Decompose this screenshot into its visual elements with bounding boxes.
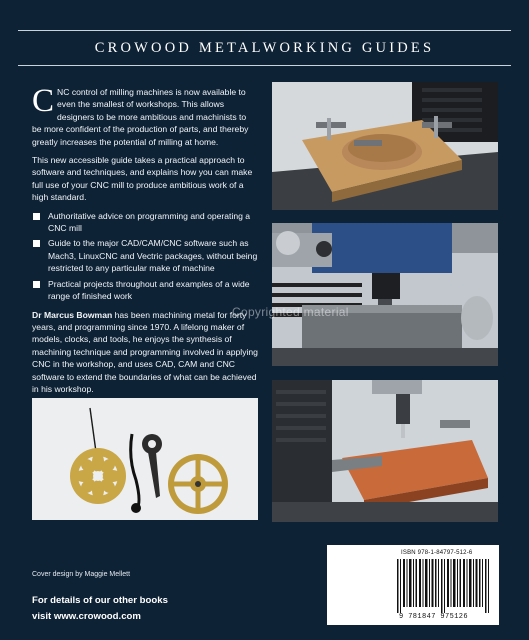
series-header [18,30,511,66]
clamped-workpiece-photo [272,82,498,210]
author-name: Dr Marcus Bowman [32,309,113,320]
cover-design-credit: Cover design by Maggie Mellett [32,571,131,578]
cutting-wood-block-photo [272,380,498,522]
details-line: For details of our other books [32,595,168,606]
blurb [32,83,258,401]
feature-item: Authoritative advice on programming and operating a CNC mill [32,210,258,235]
author-paragraph [32,309,258,396]
clock-parts-photo [32,398,258,520]
feature-item: Practical projects throughout and examples of a wide range of finished work [32,278,258,303]
publisher-website[interactable]: visit www.crowood.com [32,611,141,622]
author-bio: has been machining metal for forty years, and programming since 1970. A lifelong maker of models, clocks, and tools, he enjoys the synthesis of machining technique and programming involved in applying CNC in the workshop, and uses CAD, CAM and CNC software to extend the boundaries of what can be achieved in his workshop. [32,309,258,394]
publisher-details [32,593,168,625]
approach-paragraph: This new accessible guide takes a practical approach to software and techniques, and explains how you can make full use of your CNC mill to produce ambitious work of a high standard. [32,155,253,203]
series-title: CROWOOD METALWORKING GUIDES [94,39,435,56]
barcode-digits: 9 781847 975126 [399,613,469,621]
dropcap: C [32,83,55,119]
intro-paragraph [32,83,258,148]
barcode-icon [397,559,493,613]
feature-item: Guide to the major CAD/CAM/CNC software such as Mach3, LinuxCNC and Vectric packages, without being restricted to any particular make of machine [32,237,258,274]
feature-list [32,210,258,303]
barcode-panel [327,545,499,625]
mill-vice-photo [272,223,498,366]
intro-text: NC control of milling machines is now available to even the smallest of workshops. This allows designers to be more ambitious and machinists to be more confident of the production of parts, and thereby greatly increases the potential of milling at home. [32,87,249,147]
copyright-watermark: Copyrighted material [232,305,349,319]
isbn-label: ISBN 978-1-84797-512-6 [401,550,473,556]
